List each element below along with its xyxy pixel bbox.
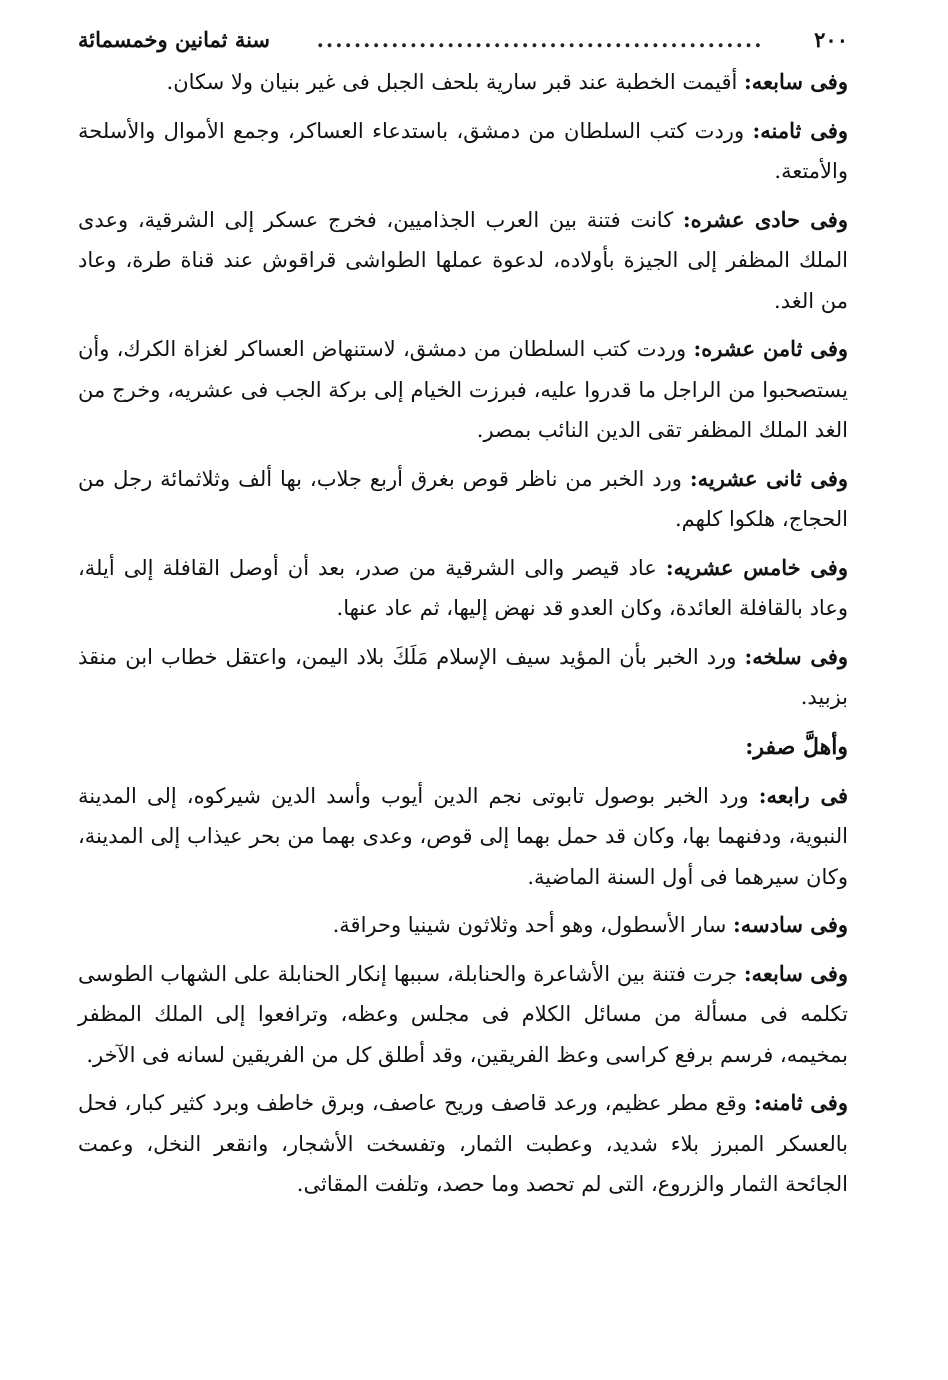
entry-paragraph <box>78 954 848 1076</box>
entry-text: جرت فتنة بين الأشاعرة والحنابلة، سببها إنكار الحنابلة على الشهاب الطوسى تكلمه فى مسألة من مسائل الكلام فى مجلس وعظه، وترافعوا إلى الملك المظفر بمخيمه، فرسم برفع كراسى وعظ الفريقين، وقد أطلق كل من الفريقين لسانه فى الآخر. <box>78 961 848 1067</box>
entry-lead: وفى سابعه: <box>744 69 848 94</box>
running-header <box>78 18 848 62</box>
entry-paragraph <box>78 459 848 540</box>
entry-text: عاد قيصر والى الشرقية من صدر، بعد أن أوصل القافلة إلى أيلة، وعاد بالقافلة العائدة، وكان العدو قد نهض إليها، ثم عاد عنها. <box>78 555 848 620</box>
header-leader-dots: ................................................ <box>316 27 764 52</box>
entry-paragraph <box>78 200 848 322</box>
entry-paragraph <box>78 62 848 103</box>
entry-paragraph <box>78 111 848 192</box>
entry-text: ورد الخبر بأن المؤيد سيف الإسلام مَلَكَ بلاد اليمن، واعتقل خطاب ابن منقذ بزبيد. <box>78 644 848 709</box>
month-subheading: وأهلَّ صفر: <box>745 733 848 760</box>
entry-text: وقع مطر عظيم، ورعد قاصف وريح عاصف، وبرق خاطف وبرد كثير كبار، فحل بالعسكر المبرز بلاء شديد، وعطبت الثمار، وتفسخت الأشجار، وانقعر النخل، وعمت الجائحة الثمار والزروع، التى لم تحصد وما حصد، وتلفت المقاثى. <box>78 1091 848 1196</box>
entry-text: سار الأسطول، وهو أحد وثلاثون شينيا وحراقة. <box>332 913 734 937</box>
entry-lead: وفى ثامن عشره: <box>693 336 848 361</box>
entry-lead: وفى سابعه: <box>743 960 848 986</box>
entry-lead: وفى ثامنه: <box>753 1090 848 1115</box>
entry-text: ورد الخبر من ناظر قوص بغرق أربع جلاب، بها ألف وثلاثمائة رجل من الحجاج، هلكوا كلهم. <box>78 466 848 531</box>
entry-lead: وفى ثانى عشريه: <box>689 465 848 491</box>
entry-text: أقيمت الخطبة عند قبر سارية بلحف الجبل فى غير بنيان ولا سكان. <box>166 70 745 94</box>
chapter-title: سنة ثمانين وخمسمائة <box>78 27 271 52</box>
entry-lead: وفى سادسه: <box>733 912 848 937</box>
entry-paragraph <box>78 329 848 451</box>
document-page <box>78 18 848 1213</box>
entry-paragraph <box>78 548 848 629</box>
entry-text: كانت فتنة بين العرب الجذاميين، فخرج عسكر إلى الشرقية، وعدى الملك المظفر إلى الجيزة بأولاده، لدعوة عملها الطواشى قراقوش عند قناة طرة، وعاد من الغد. <box>78 207 848 313</box>
entry-lead: وفى سلخه: <box>744 643 848 669</box>
entry-paragraph <box>78 637 848 718</box>
entry-text: وردت كتب السلطان من دمشق، لاستنهاض العساكر لغزاة الكرك، وأن يستصحبوا من الراجل ما قدروا عليه، فبرزت الخيام إلى بركة الجب فى عشريه، وخرج من الغد الملك المظفر تقى الدين النائب بمصر. <box>78 337 848 442</box>
entry-text: وردت كتب السلطان من دمشق، باستدعاء العساكر، وجمع الأموال والأسلحة والأمتعة. <box>78 118 848 183</box>
entry-lead: وفى حادى عشره: <box>682 206 848 232</box>
entry-lead: وفى ثامنه: <box>752 117 848 143</box>
entry-paragraph <box>78 776 848 898</box>
entry-text: ورد الخبر بوصول تابوتى نجم الدين أيوب وأسد الدين شيركوه، إلى المدينة النبوية، ودفنهما بها، وكان قد حمل بهما إلى قوص، وعدى بهما من بحر عيذاب إلى المدينة، وكان سيرهما فى أول السنة الماضية. <box>78 783 848 889</box>
entry-lead: وفى خامس عشريه: <box>665 554 848 580</box>
entry-paragraph <box>78 905 848 946</box>
entry-lead: فى رابعه: <box>758 782 848 808</box>
entry-paragraph <box>78 1083 848 1205</box>
page-number: ٢٠٠ <box>814 27 848 52</box>
